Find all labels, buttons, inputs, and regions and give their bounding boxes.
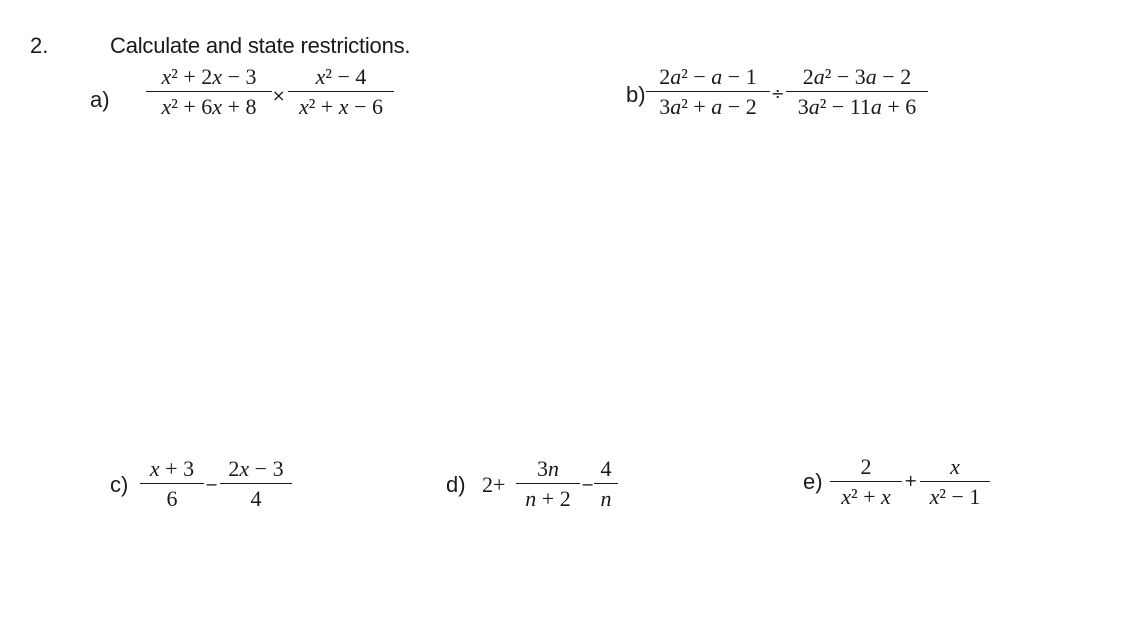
part-e-fraction-2-denominator: x² − 1 — [929, 484, 981, 509]
part-c-label: c) — [110, 472, 129, 497]
part-c-fraction-1 — [140, 458, 204, 510]
part-e-fraction-1 — [830, 456, 902, 508]
part-d-fraction-1 — [516, 458, 580, 510]
part-d-fraction-1-numerator: 3n — [537, 456, 559, 481]
part-a-fraction-1-denominator: x² + 6x + 8 — [161, 94, 257, 119]
part-e-fraction-1-numerator: 2 — [860, 454, 872, 479]
part-b-fraction-1-denominator: 3a² + a − 2 — [659, 94, 757, 119]
part-c-fraction-2-denominator: 4 — [250, 486, 262, 511]
part-a-label: a) — [90, 87, 110, 112]
part-c-operator: − — [205, 475, 219, 494]
part-a-fraction-2-denominator: x² + x − 6 — [299, 94, 383, 119]
part-d-fraction-1-denominator: n + 2 — [525, 486, 571, 511]
part-d-label: d) — [446, 472, 466, 497]
part-e-fraction-1-denominator: x² + x — [841, 484, 891, 509]
part-b-fraction-1 — [646, 66, 770, 118]
part-d-leading-term: 2+ — [482, 472, 506, 497]
part-e-fraction-2 — [920, 456, 990, 508]
part-b-fraction-1-numerator: 2a² − a − 1 — [659, 64, 757, 89]
part-e-operator: + — [904, 471, 918, 490]
instruction-text: Calculate and state restrictions. — [110, 33, 411, 58]
part-a-fraction-1-numerator: x² + 2x − 3 — [161, 64, 257, 89]
part-d-fraction-2 — [594, 458, 618, 510]
part-d-fraction-2-denominator: n — [600, 486, 612, 511]
question-number: 2. — [30, 33, 49, 58]
part-a-fraction-2 — [288, 66, 394, 118]
part-d-operator: − — [581, 475, 595, 494]
part-b-fraction-2-numerator: 2a² − 3a − 2 — [802, 64, 912, 89]
part-a-fraction-2-numerator: x² − 4 — [315, 64, 367, 89]
part-b-fraction-2 — [786, 66, 928, 118]
part-b-operator: ÷ — [771, 84, 785, 103]
part-c-fraction-1-denominator: 6 — [166, 486, 178, 511]
part-c-fraction-1-numerator: x + 3 — [149, 456, 195, 481]
part-e-fraction-2-numerator: x — [950, 454, 960, 479]
part-a-operator: × — [272, 86, 286, 105]
part-d-fraction-2-numerator: 4 — [600, 456, 612, 481]
part-a-fraction-1 — [146, 66, 272, 118]
part-c-fraction-2 — [220, 458, 292, 510]
part-c-fraction-2-numerator: 2x − 3 — [228, 456, 284, 481]
part-b-fraction-2-denominator: 3a² − 11a + 6 — [797, 94, 917, 119]
part-e-label: e) — [803, 469, 823, 494]
part-b-label: b) — [626, 82, 646, 107]
